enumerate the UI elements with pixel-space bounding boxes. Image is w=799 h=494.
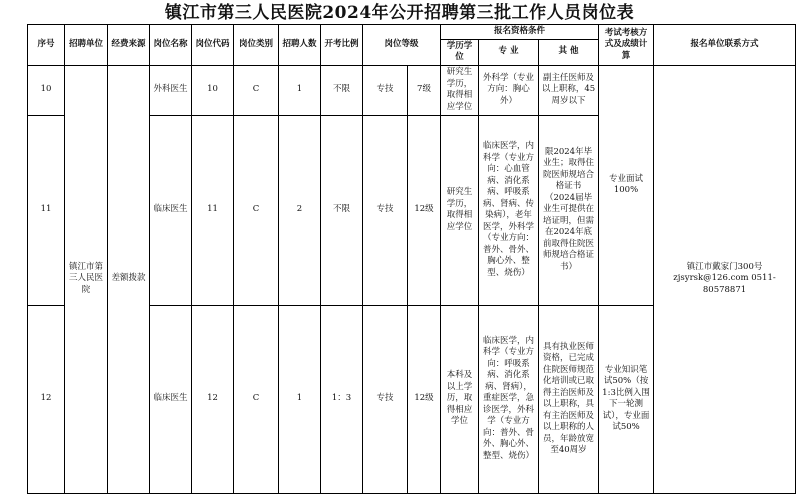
header-qualifications: 报名资格条件 [441,25,599,40]
cell-seq: 11 [28,115,65,305]
cell-unit: 镇江市第三人民医院 [65,65,108,493]
cell-grade-type: 专技 [363,115,408,305]
header-grade: 岗位等级 [363,25,441,66]
cell-position-type: C [234,65,279,115]
header-position-code: 岗位代码 [192,25,234,66]
header-other: 其 他 [539,39,599,65]
cell-grade-level: 12级 [408,115,441,305]
cell-position-name: 临床医生 [150,305,192,493]
page-title: 镇江市第三人民医院2024年公开招聘第三批工作人员岗位表 [164,3,635,23]
cell-position-name: 临床医生 [150,115,192,305]
cell-contact: 镇江市戴家门300号 zjsyrsk@126.com 0511-80578871 [654,65,796,493]
cell-other: 副主任医师及以上职称，45周岁以下 [539,65,599,115]
header-seq: 序号 [28,25,65,66]
header-row [28,25,796,40]
cell-exam-method: 专业知识笔试50%（按1:3比例入围下一轮测试），专业面试50% [599,305,654,493]
cell-funding: 差额拨款 [108,65,150,493]
cell-position-type: C [234,305,279,493]
cell-major: 外科学（专业方向：胸心外） [479,65,539,115]
header-contact: 报名单位联系方式 [654,25,796,66]
cell-education: 本科及以上学历，取得相应学位 [441,305,479,493]
cell-seq: 10 [28,65,65,115]
header-exam-method: 考试考核方式及成绩计算 [599,25,654,66]
cell-grade-type: 专技 [363,305,408,493]
cell-grade-level: 12级 [408,305,441,493]
cell-seq: 12 [28,305,65,493]
cell-count: 1 [279,65,321,115]
header-funding: 经费来源 [108,25,150,66]
table-row [28,65,796,115]
cell-grade-type: 专技 [363,65,408,115]
cell-position-type: C [234,115,279,305]
cell-ratio: 不限 [321,115,363,305]
header-education: 学历学位 [441,39,479,65]
header-count: 招聘人数 [279,25,321,66]
cell-ratio: 不限 [321,65,363,115]
cell-count: 2 [279,115,321,305]
cell-grade-level: 7级 [408,65,441,115]
cell-position-name: 外科医生 [150,65,192,115]
cell-ratio: 1：3 [321,305,363,493]
cell-position-code: 10 [192,65,234,115]
header-position-name: 岗位名称 [150,25,192,66]
header-major: 专 业 [479,39,539,65]
cell-major: 临床医学，内科学（专业方向：呼吸系病、消化系病、肾病），重症医学，急诊医学，外科学（专业方向：普外、骨外、胸心外、整型、烧伤） [479,305,539,493]
cell-other: 限2024年毕业生；取得住院医师规培合格证书（2024届毕业生可提供在培证明，但需在2024年底前取得住院医师规培合格证书） [539,115,599,305]
cell-count: 1 [279,305,321,493]
cell-exam-method: 专业面试100% [599,65,654,305]
cell-education: 研究生学历，取得相应学位 [441,65,479,115]
cell-major: 临床医学，内科学（专业方向：心血管病、消化系病、呼吸系病、肾病、传染病），老年医学，外科学（专业方向：普外、骨外、胸心外、整型、烧伤） [479,115,539,305]
header-unit: 招聘单位 [65,25,108,66]
cell-position-code: 11 [192,115,234,305]
header-position-type: 岗位类别 [234,25,279,66]
cell-other: 具有执业医师资格，已完成住院医师规范化培训或已取得主治医师及以上职称，具有主治医师及以上职称的人员，年龄放宽至40周岁 [539,305,599,493]
header-ratio: 开考比例 [321,25,363,66]
cell-education: 研究生学历，取得相应学位 [441,115,479,305]
position-table [27,24,796,494]
cell-position-code: 12 [192,305,234,493]
